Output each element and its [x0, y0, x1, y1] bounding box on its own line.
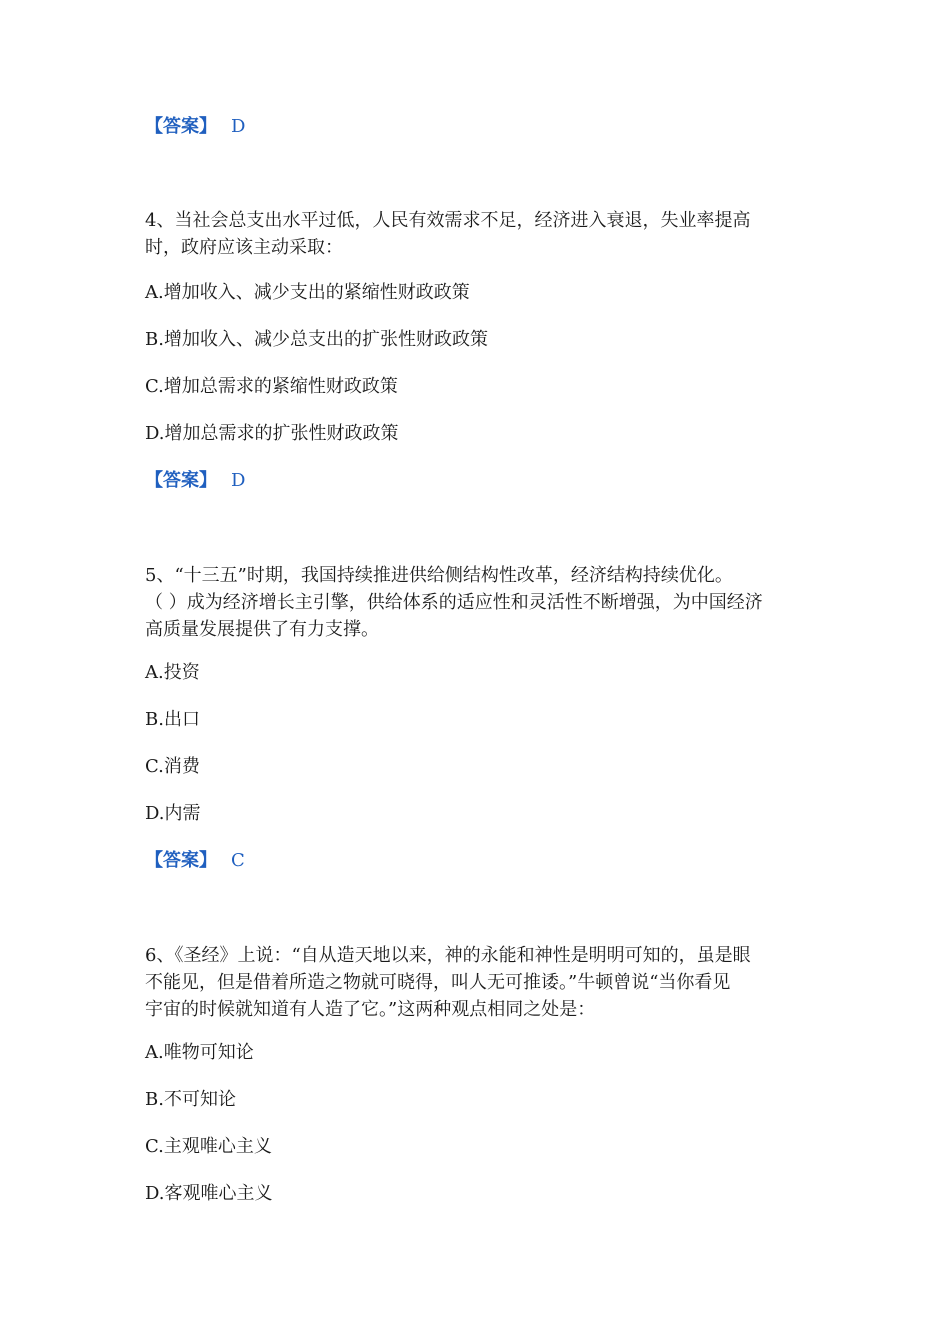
- question-stem-line: 宇宙的时候就知道有人造了它。”这两种观点相同之处是：: [145, 999, 596, 1020]
- question-stem-line: 不能见，但是借着所造之物就可晓得，叫人无可推诿。”牛顿曾说“当你看见: [145, 972, 731, 993]
- question-stem-line: 时，政府应该主动采取：: [145, 237, 343, 258]
- answer-q5: [145, 849, 245, 873]
- answer-label: 【答案】: [145, 850, 217, 871]
- question-5-option-c: C.消费: [145, 756, 200, 777]
- answer-value: D: [231, 116, 246, 137]
- question-6-option-d: D.客观唯心主义: [145, 1183, 273, 1204]
- answer-label: 【答案】: [145, 470, 217, 491]
- question-6-option-b: B.不可知论: [145, 1089, 236, 1110]
- question-6-option-a: A.唯物可知论: [145, 1042, 254, 1063]
- question-5-option-a: A.投资: [145, 662, 200, 683]
- question-stem-line: 高质量发展提供了有力支撑。: [145, 619, 379, 640]
- answer-value: D: [231, 470, 246, 491]
- question-5-option-d: D.内需: [145, 803, 201, 824]
- answer-label: 【答案】: [145, 116, 217, 137]
- question-4-option-b: B.增加收入、减少总支出的扩张性财政政策: [145, 329, 488, 350]
- question-stem-line: （ ）成为经济增长主引擎，供给体系的适应性和灵活性不断增强，为中国经济: [145, 592, 763, 613]
- question-5-option-b: B.出口: [145, 709, 200, 730]
- question-stem-line: 6、《圣经》上说：“自从造天地以来，神的永能和神性是明明可知的，虽是眼: [145, 945, 751, 966]
- question-4-option-c: C.增加总需求的紧缩性财政政策: [145, 376, 398, 397]
- answer-q4: [145, 469, 245, 493]
- question-stem-line: 5、“十三五”时期，我国持续推进供给侧结构性改革，经济结构持续优化。: [145, 565, 733, 586]
- question-4-option-a: A.增加收入、减少支出的紧缩性财政政策: [145, 282, 470, 303]
- answer-value: C: [231, 850, 245, 871]
- question-stem-line: 4、当社会总支出水平过低，人民有效需求不足，经济进入衰退，失业率提高: [145, 210, 751, 231]
- question-4-stem: [145, 207, 810, 261]
- question-5-stem: [145, 562, 810, 643]
- question-4-option-d: D.增加总需求的扩张性财政政策: [145, 423, 399, 444]
- answer-q3: [145, 115, 245, 139]
- question-6-stem: [145, 942, 810, 1023]
- question-6-option-c: C.主观唯心主义: [145, 1136, 272, 1157]
